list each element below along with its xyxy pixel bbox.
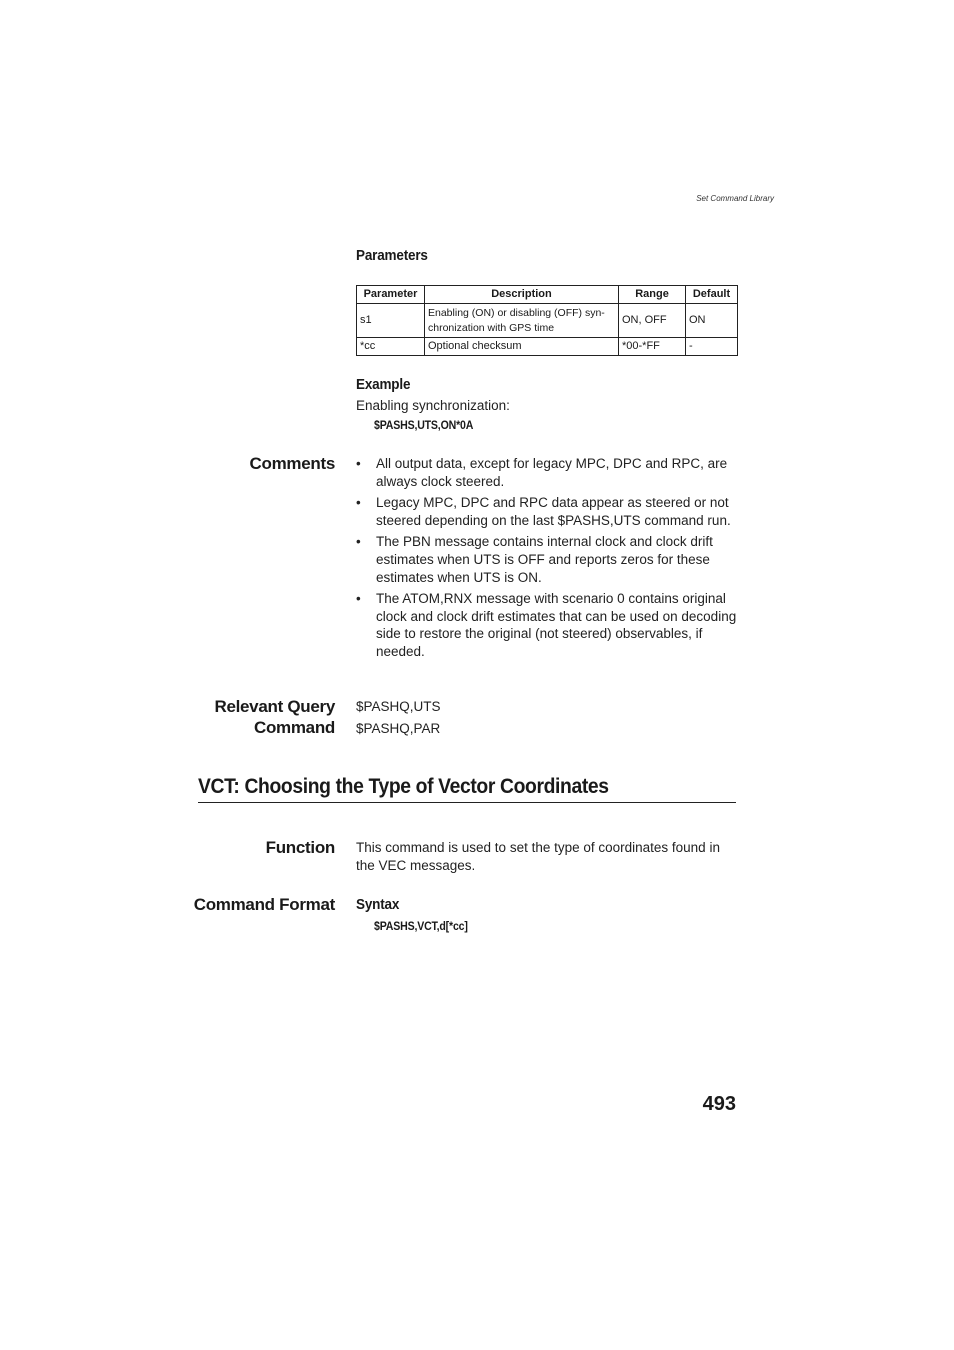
list-item: [356, 533, 740, 586]
function-label: Function: [265, 838, 335, 857]
list-item: [356, 455, 740, 490]
cell-range: *00-*FF: [619, 338, 686, 356]
page-number: 493: [702, 1093, 736, 1115]
bullet-icon: •: [356, 591, 361, 607]
column-header-description: Description: [425, 286, 619, 304]
query-command: $PASHQ,UTS: [356, 699, 441, 714]
column-header-range: Range: [619, 286, 686, 304]
cell-parameter: *cc: [357, 338, 425, 356]
list-item: [356, 494, 740, 529]
cell-description: Enabling (ON) or disabling (OFF) syn-chronization with GPS time: [425, 304, 619, 338]
list-item: [356, 590, 740, 660]
section-divider: [198, 802, 736, 803]
relevant-query-commands: [356, 698, 441, 737]
cell-default: -: [686, 338, 738, 356]
relevant-query-label: [135, 696, 335, 738]
example-text: Enabling synchronization:: [356, 398, 510, 413]
bullet-icon: •: [356, 495, 361, 511]
relevant-query-label-line2: Command: [253, 718, 335, 737]
comment-text: The ATOM,RNX message with scenario 0 contains original clock and clock drift estimates that can be used on decoding side to restore the original (not steered) observables, if needed.: [376, 591, 737, 659]
bullet-icon: •: [356, 456, 361, 471]
cell-description: Optional checksum: [425, 338, 619, 356]
cell-range: ON, OFF: [619, 304, 686, 338]
cell-parameter: s1: [357, 304, 425, 338]
example-code: $PASHS,UTS,ON*0A: [374, 420, 474, 432]
table-row: [357, 338, 738, 356]
parameters-heading: Parameters: [356, 247, 428, 264]
table-row: [357, 304, 738, 338]
parameters-table: [356, 285, 738, 356]
example-heading: Example: [356, 376, 411, 393]
comments-label: Comments: [249, 454, 335, 473]
comment-text: Legacy MPC, DPC and RPC data appear as steered or not steered depending on the last $PASHS,UTS command run.: [376, 495, 731, 528]
cell-default: ON: [686, 304, 738, 338]
table-header-row: [357, 286, 738, 304]
function-text: This command is used to set the type of coordinates found in the VEC messages.: [356, 840, 720, 873]
running-header: Set Command Library: [696, 194, 774, 203]
bullet-icon: •: [356, 534, 361, 550]
query-command: $PASHQ,PAR: [356, 720, 441, 736]
command-format-label: Command Format: [193, 895, 335, 914]
comment-text: The PBN message contains internal clock and clock drift estimates when UTS is OFF and reports zeros for these estimates when UTS is ON.: [376, 534, 713, 585]
section-title: VCT: Choosing the Type of Vector Coordinates: [198, 775, 609, 798]
column-header-default: Default: [686, 286, 738, 304]
comment-text: All output data, except for legacy MPC, DPC and RPC, are always clock steered.: [376, 456, 728, 489]
comments-list: [356, 455, 740, 665]
syntax-heading: Syntax: [356, 896, 400, 913]
relevant-query-label-line1: Relevant Query: [214, 697, 335, 716]
syntax-code: $PASHS,VCT,d[*cc]: [374, 921, 468, 933]
column-header-parameter: Parameter: [357, 286, 425, 304]
